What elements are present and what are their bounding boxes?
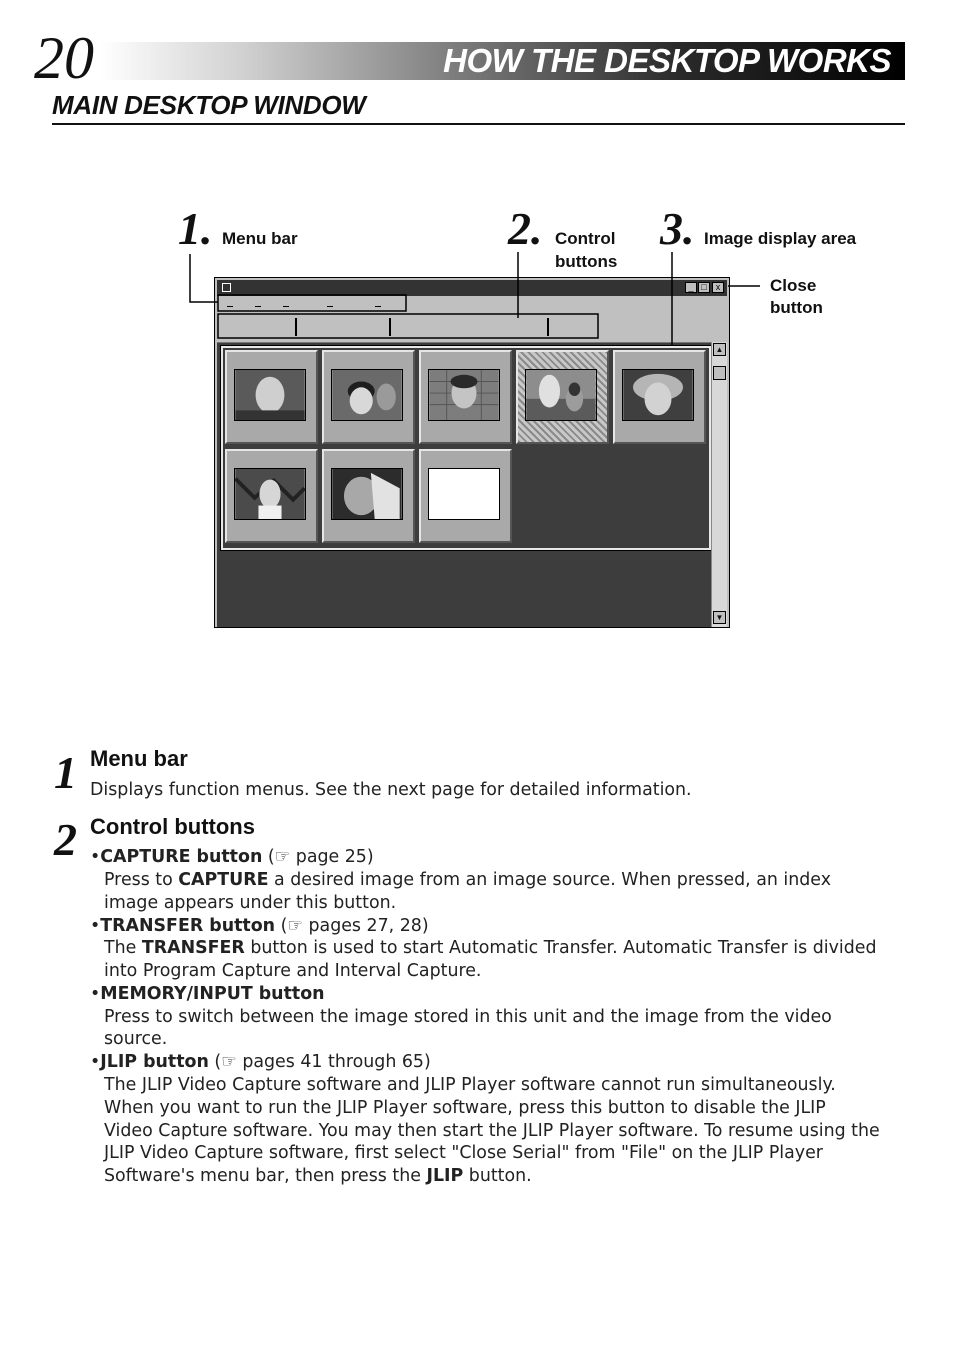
callout-3-label: Image display area	[704, 229, 857, 248]
callout-2-number: 2.	[508, 203, 543, 254]
item-1-title: Menu bar	[90, 746, 188, 771]
scroll-down-arrow-icon[interactable]: ▼	[713, 611, 726, 624]
item-2-number: 2	[54, 814, 77, 865]
item-2-title: Control buttons	[90, 814, 255, 839]
header-title: HOW THE DESKTOP WORKS	[443, 42, 891, 79]
bullet-jlip-line: The JLIP Video Capture software and JLIP Player software cannot run simultaneously.	[104, 1075, 836, 1095]
pointing-hand-icon: ☞	[287, 916, 303, 936]
maximize-button[interactable]: □	[698, 282, 710, 293]
bullet-marker: •	[90, 847, 101, 867]
close-button-label-line2: button	[770, 298, 823, 317]
callout-2-label-line2: buttons	[555, 252, 618, 271]
bullet-transfer-line: into Program Capture and Interval Capture.	[104, 961, 482, 981]
callout-3-number: 3.	[660, 203, 695, 254]
bracket-menu-bar	[218, 295, 406, 311]
scroll-up-arrow-icon[interactable]: ▲	[713, 343, 726, 356]
close-button-label-line1: Close	[770, 276, 817, 295]
pointing-hand-icon: ☞	[221, 1052, 237, 1072]
ref-open: (	[208, 1052, 222, 1072]
bullet-memory-heading	[90, 983, 325, 1006]
ref-open: (	[262, 847, 275, 867]
item-1-description: Displays function menus. See the next page for detailed information.	[90, 780, 692, 800]
pointing-hand-icon: ☞	[274, 847, 291, 867]
bracket-control-buttons	[218, 314, 598, 338]
bullet-jlip-heading	[90, 1051, 431, 1074]
bullet-marker: •	[90, 916, 101, 936]
bullet-memory-line: source.	[104, 1029, 168, 1049]
leader-menu-bar	[190, 254, 218, 302]
bullet-name: MEMORY/INPUT button	[100, 984, 325, 1004]
bullet-capture-line: Press to CAPTURE a desired image from an image source. When pressed, an index	[104, 870, 831, 890]
bullet-jlip-line: Software's menu bar, then press the JLIP button.	[104, 1166, 532, 1186]
callout-1-number: 1.	[178, 203, 213, 254]
section-title: MAIN DESKTOP WINDOW	[52, 90, 366, 120]
bullet-capture-heading	[90, 846, 374, 869]
page-reference: page 25)	[290, 847, 374, 867]
bullet-jlip-line: Video Capture software. You may then start the JLIP Player software. To resume using the	[104, 1121, 880, 1141]
page-reference: pages 41 through 65)	[236, 1052, 431, 1072]
bullet-name: TRANSFER button	[100, 916, 276, 936]
bullet-marker: •	[90, 1052, 101, 1072]
bullet-transfer-line: The TRANSFER button is used to start Automatic Transfer. Automatic Transfer is divided	[104, 938, 877, 958]
close-button[interactable]: x	[712, 282, 724, 293]
bullet-transfer-heading	[90, 915, 429, 938]
bullet-marker: •	[90, 984, 101, 1004]
minimize-button[interactable]: _	[685, 282, 697, 293]
item-1-number: 1	[54, 747, 77, 798]
bullet-jlip-line: When you want to run the JLIP Player software, press this button to disable the JLIP	[104, 1098, 826, 1118]
bullet-name: CAPTURE button	[100, 847, 263, 867]
callout-2-label-line1: Control	[555, 229, 616, 248]
bullet-name: JLIP button	[100, 1052, 209, 1072]
bullet-jlip-line: JLIP Video Capture software, first select "Close Serial" from "File" on the JLIP Player	[104, 1143, 823, 1163]
page-reference: pages 27, 28)	[302, 916, 429, 936]
page-number: 20	[34, 25, 94, 91]
bullet-capture-line: image appears under this button.	[104, 893, 397, 913]
ref-open: (	[275, 916, 288, 936]
bullet-memory-line: Press to switch between the image stored in this unit and the image from the video	[104, 1007, 832, 1027]
callout-1-label: Menu bar	[222, 229, 298, 248]
